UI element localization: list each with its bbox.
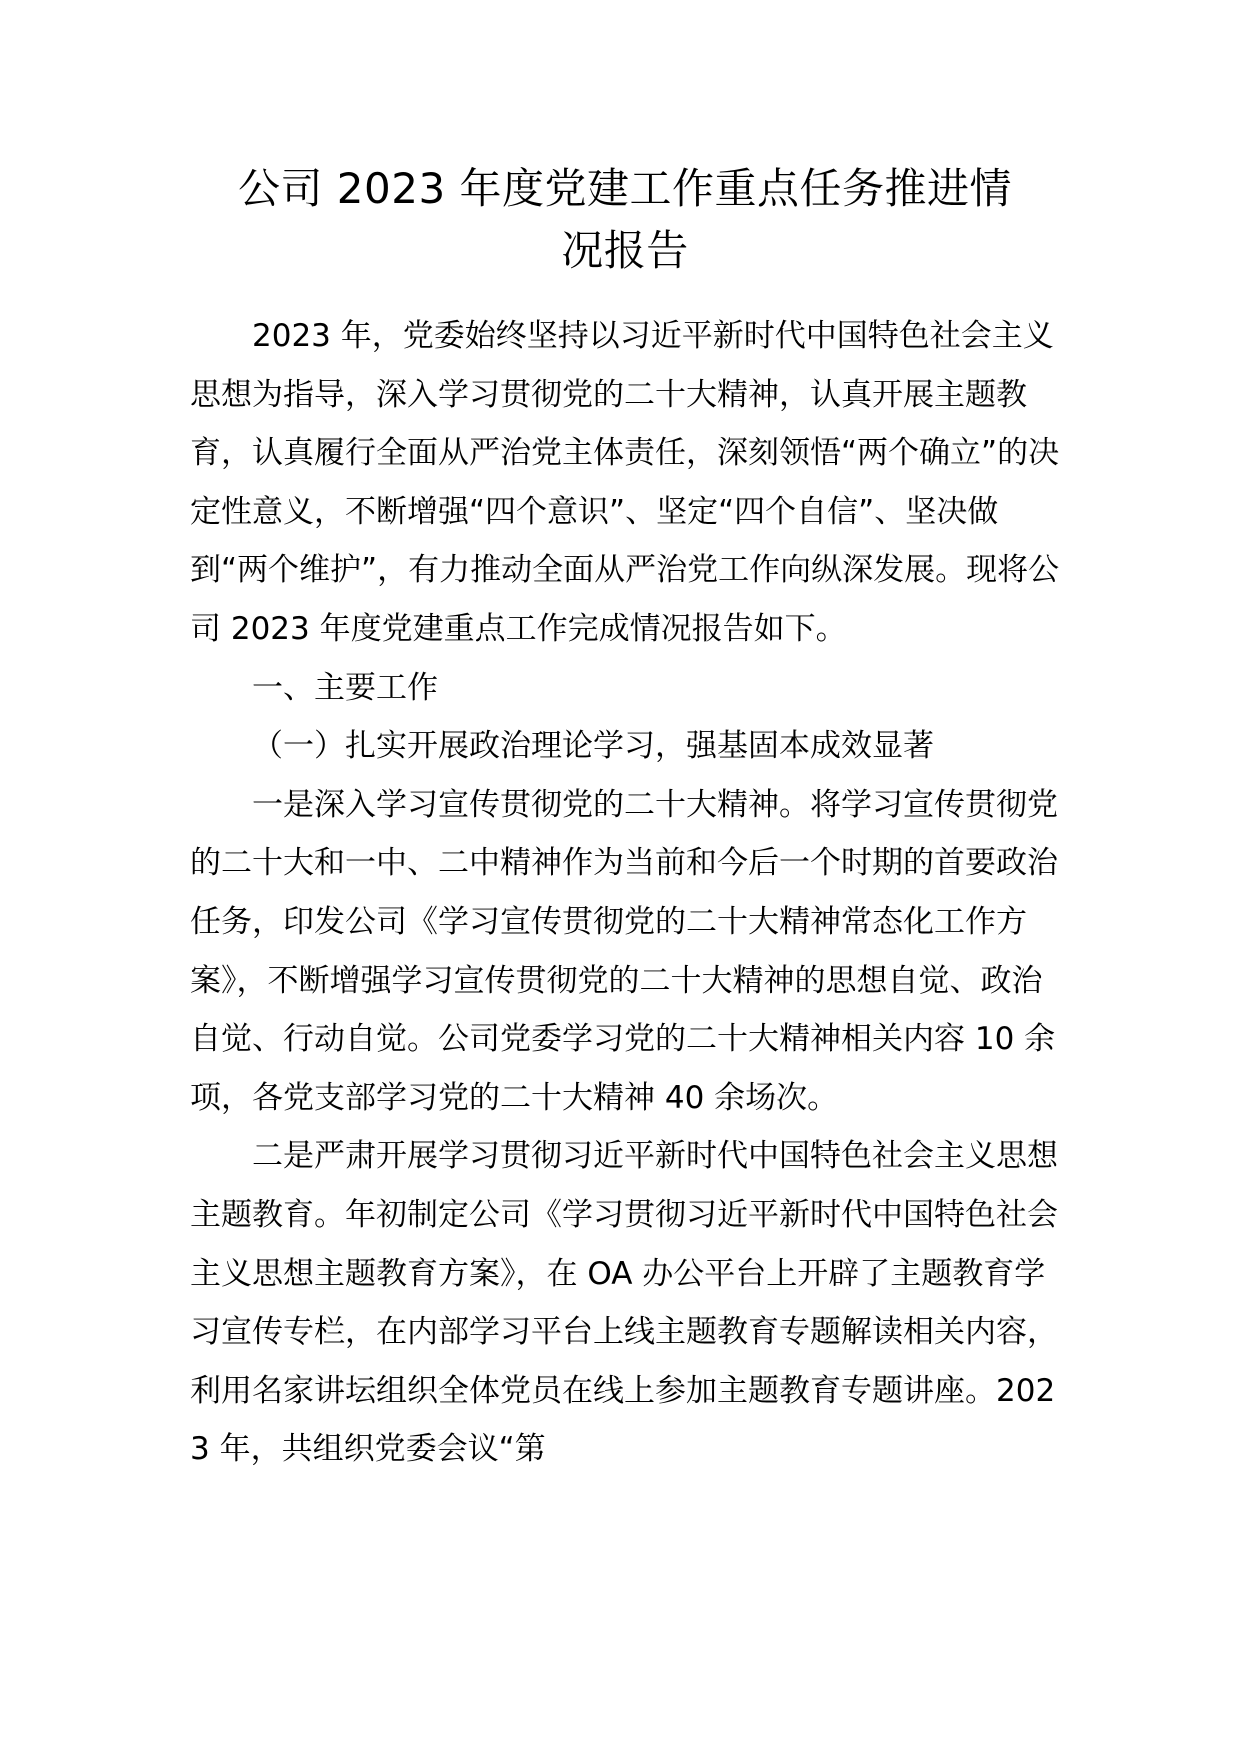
document-body [190,307,1060,1479]
section-heading: 一、主要工作 [252,669,438,706]
intro-paragraph: 2023 年，党委始终坚持以习近平新时代中国特色社会主义思想为指导，深入学习贯彻党的二十大精神，认真开展主题教育，认真履行全面从严治党主体责任，深刻领悟“两个确立”的决定性意义，不断增强“四个意识”、坚定“四个自信”、坚决做到“两个维护”，有力推动全面从严治党工作向纵深发展。现将公司 2023 年度党建重点工作完成情况报告如下。 [190,318,1060,647]
body-paragraph: 一是深入学习宣传贯彻党的二十大精神。将学习宣传贯彻党的二十大和一中、二中精神作为当前和今后一个时期的首要政治任务，印发公司《学习宣传贯彻党的二十大精神常态化工作方案》，不断增强学习宣传贯彻党的二十大精神的思想自觉、政治自觉、行动自觉。公司党委学习党的二十大精神相关内容 10 余项，各党支部学习党的二十大精神 40 余场次。 [190,786,1058,1116]
body-paragraph: 二是严肃开展学习贯彻习近平新时代中国特色社会主义思想主题教育。年初制定公司《学习贯彻习近平新时代中国特色社会主义思想主题教育方案》，在 OA 办公平台上开辟了主题教育学习宣传专栏，在内部学习平台上线主题教育专题解读相关内容，利用名家讲坛组织全体党员在线上参加主题教育专题讲座。2023 年，共组织党委会议“第 [190,1138,1058,1468]
title-line-2: 况报告 [561,226,689,275]
document-title [190,158,1060,282]
subsection-heading: （一）扎实开展政治理论学习，强基固本成效显著 [252,728,934,765]
title-line-1: 公司 2023 年度党建工作重点任务推进情 [237,164,1013,213]
